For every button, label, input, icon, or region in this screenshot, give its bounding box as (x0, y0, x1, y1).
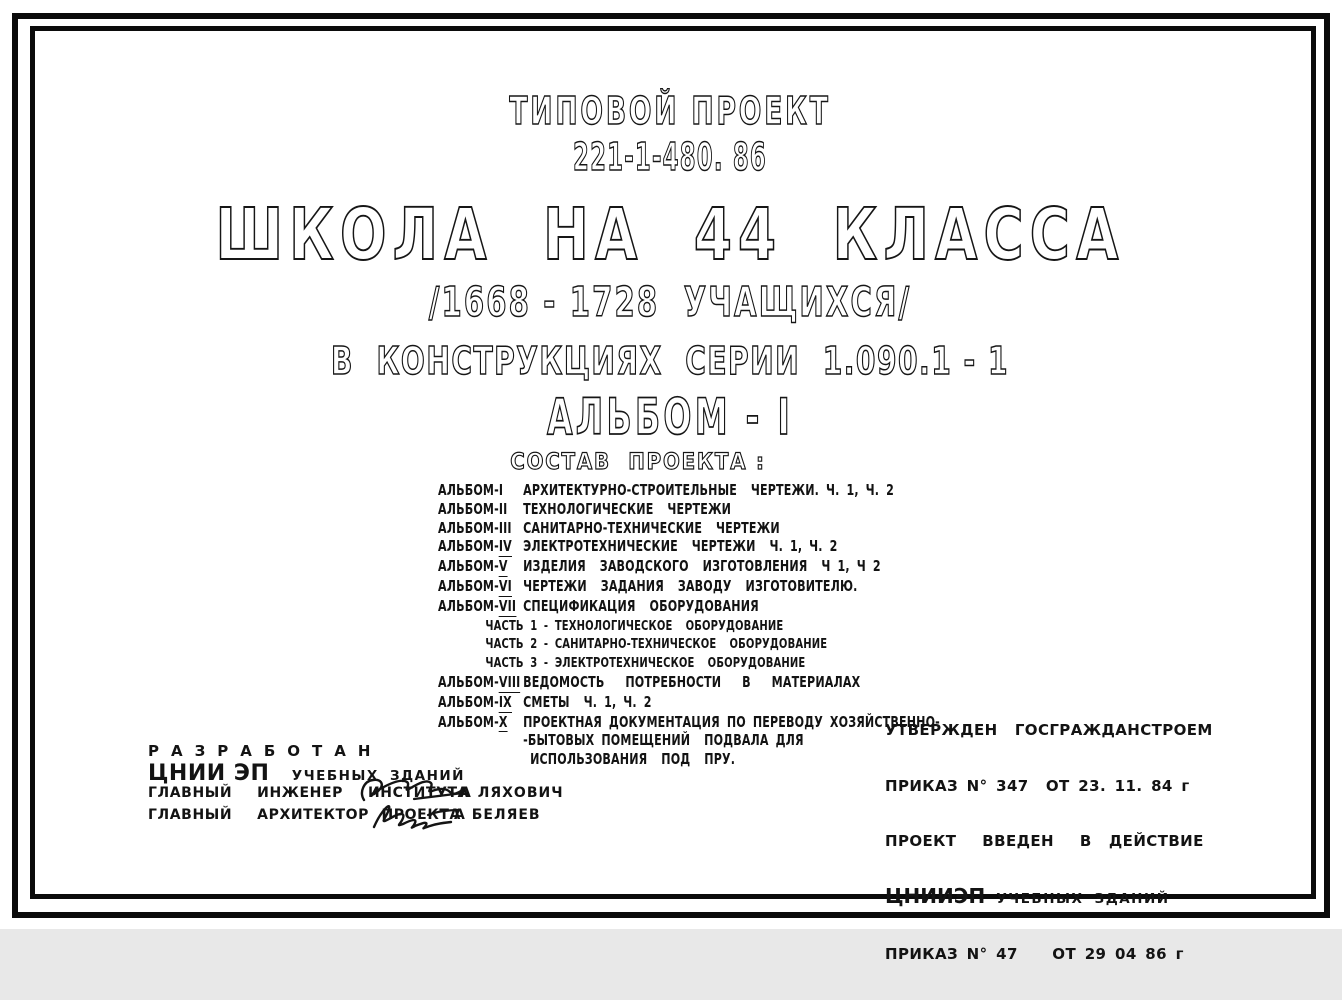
album-numeral: VIII (498, 672, 521, 691)
enactment-order-line: ПРИКАЗ N° 47 ОТ 29 04 86 г (885, 944, 1184, 963)
album-label: АЛЬБОМ-I (438, 481, 504, 499)
album-description: ЧЕРТЕЖИ ЗАДАНИЯ ЗАВОДУ ИЗГОТОВИТЕЛЮ. (523, 576, 858, 595)
album-description: САНИТАРНО-ТЕХНИЧЕСКИЕ ЧЕРТЕЖИ (523, 518, 780, 537)
developed-label: РАЗРАБОТАН (148, 742, 383, 760)
album-label: АЛЬБОМ-V (438, 557, 508, 576)
album-description: ВЕДОМОСТЬ ПОТРЕБНОСТИ В МАТЕРИАЛАХ (523, 672, 861, 691)
contents-album-row (438, 577, 919, 597)
album-label: АЛЬБОМ-IV (438, 537, 512, 556)
album-description: ИЗДЕЛИЯ ЗАВОДСКОГО ИЗГОТОВЛЕНИЯ Ч 1, Ч 2 (523, 557, 881, 576)
album-numeral: X (498, 712, 508, 731)
chief-engineer-role: ГЛАВНЫЙ ИНЖЕНЕР ИНСТИТУТА (148, 785, 470, 801)
part-description: ЧАСТЬ 3 - ЭЛЕКТРОТЕХНИЧЕСКОЕ ОБОРУДОВАНИЕ (485, 655, 806, 672)
album-numeral: IX (498, 692, 512, 711)
album-label: АЛЬБОМ-IX (438, 692, 512, 711)
approval-order-line: ПРИКАЗ N° 347 ОТ 23. 11. 84 г (885, 776, 1190, 795)
album-numeral: VI (498, 576, 512, 595)
series-line: В КОНСТРУКЦИЯХ СЕРИИ 1.090.1 - 1 (331, 339, 1009, 383)
contents-album-row (438, 519, 919, 538)
contents-album-row (438, 673, 919, 693)
main-title: ШКОЛА НА 44 КЛАССА (215, 193, 1125, 276)
chief-architect-signature (370, 798, 464, 830)
album-label: АЛЬБОМ-VI (438, 576, 512, 595)
developer-org-name: ЦНИИ ЭП (148, 761, 270, 786)
students-subtitle: /1668 - 1728 УЧАЩИХСЯ/ (428, 278, 912, 326)
contents-part-row (438, 635, 919, 654)
album-label: АЛЬБОМ-X (438, 712, 508, 731)
album-numeral: IV (498, 537, 512, 556)
contents-album-row (438, 481, 919, 500)
contents-heading: СОСТАВ ПРОЕКТА : (510, 450, 766, 475)
project-number: 221-1-480. 86 (573, 135, 767, 179)
album-description: ЭЛЕКТРОТЕХНИЧЕСКИЕ ЧЕРТЕЖИ Ч. 1, Ч. 2 (523, 537, 838, 556)
album-description: ПРОЕКТНАЯ ДОКУМЕНТАЦИЯ ПО ПЕРЕВОДУ ХОЗЯЙСТВЕННО- -БЫТОВЫХ ПОМЕЩЕНИЙ ПОДВАЛА ДЛЯ ИСПОЛЬЗОВАНИЯ ПОД ПРУ. (523, 712, 940, 769)
enacting-org-name: ЦНИИЭП (885, 883, 986, 908)
enacting-org-qualifier: УЧЕБНЫХ ЗДАНИЙ (996, 890, 1170, 907)
contents-album-row (438, 537, 919, 557)
enacted-line: ПРОЕКТ ВВЕДЕН В ДЕЙСТВИЕ (885, 832, 1204, 850)
contents-album-row (438, 712, 940, 769)
album-label: АЛЬБОМ-VII (438, 596, 517, 615)
developed-block (148, 742, 564, 823)
chief-architect-name: А БЕЛЯЕВ (454, 807, 541, 823)
album-numeral: VII (498, 596, 517, 615)
album-label: АЛЬБОМ-III (438, 518, 512, 537)
contents-album-row (438, 500, 919, 519)
album-label: АЛЬБОМ-VIII (438, 672, 521, 691)
album-label: АЛЬБОМ-II (438, 499, 508, 518)
enacting-organization (885, 883, 1213, 908)
album-numeral: III (498, 518, 512, 537)
album-description: ТЕХНОЛОГИЧЕСКИЕ ЧЕРТЕЖИ (523, 499, 732, 518)
approved-block (885, 684, 1213, 1000)
part-description: ЧАСТЬ 2 - САНИТАРНО-ТЕХНИЧЕСКОЕ ОБОРУДОВАНИЕ (485, 636, 828, 653)
approved-by-line: УТВЕРЖДЕН ГОСГРАЖДАНСТРОЕМ (885, 721, 1213, 739)
contents-part-row (438, 617, 919, 636)
contents-album-row (438, 693, 919, 713)
album-description: АРХИТЕКТУРНО-СТРОИТЕЛЬНЫЕ ЧЕРТЕЖИ. Ч. 1, Ч. 2 (523, 481, 895, 499)
contents-part-row (438, 654, 919, 673)
chief-engineer-name: А ЛЯХОВИЧ (460, 785, 564, 801)
part-description: ЧАСТЬ 1 - ТЕХНОЛОГИЧЕСКОЕ ОБОРУДОВАНИЕ (485, 617, 784, 634)
album-numeral: V (498, 557, 508, 576)
album-heading: АЛЬБОМ - I (546, 388, 794, 446)
contents-list (438, 481, 940, 769)
album-description: СМЕТЫ Ч. 1, Ч. 2 (523, 692, 652, 711)
chief-architect-role: ГЛАВНЫЙ АРХИТЕКТОР ПРОЕКТА (148, 807, 461, 823)
album-description: СПЕЦИФИКАЦИЯ ОБОРУДОВАНИЯ (523, 596, 759, 615)
contents-album-row (438, 597, 919, 617)
album-numeral: I (498, 481, 504, 499)
contents-album-row (438, 557, 919, 577)
album-numeral: II (498, 499, 508, 518)
developer-org-qualifier: УЧЕБНЫХ ЗДАНИЙ (291, 768, 465, 784)
project-type-heading: ТИПОВОЙ ПРОЕКТ (509, 89, 831, 133)
